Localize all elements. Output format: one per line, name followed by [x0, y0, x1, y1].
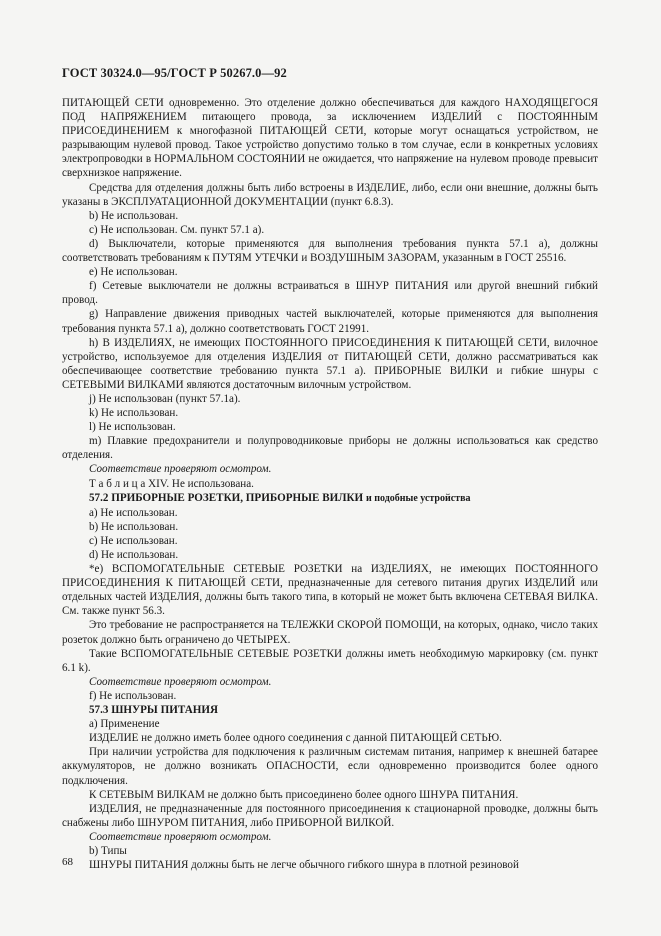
paragraph: К СЕТЕВЫМ ВИЛКАМ не должно быть присоединено более одного ШНУРА ПИТАНИЯ. — [89, 788, 519, 801]
paragraph: ИЗДЕЛИЯ, не предназначенные для постоянного присоединения к стационарной проводке, должны быть снабжены либо ШНУРОМ ПИТАНИЯ, либо ПРИБОРНОЙ ВИЛКОЙ. — [62, 802, 598, 829]
section-heading-main: 57.2 ПРИБОРНЫЕ РОЗЕТКИ, ПРИБОРНЫЕ ВИЛКИ — [89, 491, 364, 504]
document-body — [62, 96, 598, 872]
list-item: h) В ИЗДЕЛИЯХ, не имеющих ПОСТОЯННОГО ПРИСОЕДИНЕНИЯ К ПИТАЮЩЕЙ СЕТИ, вилочное устройство, используемое для отделения ИЗДЕЛИЯ от ПИТАЮЩЕЙ СЕТИ, должно рассматриваться как обеспечивающее соответствие требованию пункта 57.1 a). ПРИБОРНЫЕ ВИЛКИ и гибкие шнуры с СЕТЕВЫМИ ВИЛКАМИ являются достаточным вилочным устройством. — [62, 336, 598, 391]
subheading: b) Типы — [89, 844, 127, 857]
subheading: a) Применение — [89, 718, 160, 731]
paragraph: ИЗДЕЛИЕ не должно иметь более одного соединения с данной ПИТАЮЩЕЙ СЕТЬЮ. — [89, 732, 502, 745]
list-item: c) Не использован. См. пункт 57.1 a). — [89, 223, 265, 236]
compliance-note: Соответствие проверяют осмотром. — [89, 463, 272, 476]
page-number: 68 — [62, 856, 73, 868]
list-item: f) Не использован. — [89, 689, 177, 702]
list-item: c) Не использован. — [89, 534, 178, 547]
list-item: b) Не использован. — [89, 209, 179, 222]
paragraph: ШНУРЫ ПИТАНИЯ должны быть не легче обычного гибкого шнура в плотной резиновой — [89, 859, 519, 872]
section-heading-tail: и подобные устройства — [365, 492, 471, 504]
compliance-note: Соответствие проверяют осмотром. — [89, 675, 272, 688]
section-heading: 57.3 ШНУРЫ ПИТАНИЯ — [89, 704, 218, 717]
list-item: *e) ВСПОМОГАТЕЛЬНЫЕ СЕТЕВЫЕ РОЗЕТКИ на ИЗДЕЛИЯХ, не имеющих ПОСТОЯННОГО ПРИСОЕДИНЕНИЯ К ПИТАЮЩЕЙ СЕТИ, предназначенные для сетевого питания других ИЗДЕЛИЙ или отдельных частей ИЗДЕЛИЯ, должны быть такого типа, в который не может быть включена СЕТЕВАЯ ВИЛКА. См. также пункт 56.3. — [62, 563, 598, 618]
list-item: k) Не использован. — [89, 407, 179, 420]
paragraph: Средства для отделения должны быть либо встроены в ИЗДЕЛИЕ, либо, если они внешние, должны быть указаны в ЭКСПЛУАТАЦИОННОЙ ДОКУМЕНТАЦИИ (пункт 6.8.3). — [62, 181, 598, 208]
section-heading — [62, 491, 598, 506]
list-item: d) Не использован. — [89, 549, 179, 561]
list-item: a) Не использован. — [89, 506, 178, 519]
list-item: b) Не использован. — [89, 520, 179, 533]
paragraph: Это требование не распространяется на ТЕЛЕЖКИ СКОРОЙ ПОМОЩИ, на которых, однако, число таких розеток должно быть ограничено до ЧЕТЫРЕХ. — [62, 619, 598, 646]
list-item: f) Сетевые выключатели не должны встраиваться в ШНУР ПИТАНИЯ или другой внешний гибкий провод. — [62, 280, 598, 307]
compliance-note: Соответствие проверяют осмотром. — [89, 830, 272, 843]
paragraph: При наличии устройства для подключения к различным системам питания, например к внешней батарее аккумуляторов, не должно возникать ОПАСНОСТИ, если одновременно производится более одного подключения. — [62, 746, 598, 787]
list-item: l) Не использован. — [89, 421, 176, 434]
paragraph: ПИТАЮЩЕЙ СЕТИ одновременно. Это отделение должно обеспечиваться для каждого НАХОДЯЩЕГОСЯ ПОД НАПРЯЖЕНИЕМ питающего провода, за исключением ИЗДЕЛИЙ с ПОСТОЯННЫМ ПРИСОЕДИНЕНИЕМ к многофазной ПИТАЮЩЕЙ СЕТИ, которые могут оснащаться устройством, не разрывающим нулевой провод. Такое устройство допустимо только в том случае, если в конкретных условиях электропроводки в НОРМАЛЬНОМ СОСТОЯНИИ не ожидается, что напряжение на нулевом проводе превысит сверхнизкое напряжение. — [62, 97, 598, 180]
table-note: Т а б л и ц а XIV. Не использована. — [89, 477, 254, 490]
document-header: ГОСТ 30324.0—95/ГОСТ Р 50267.0—92 — [62, 66, 287, 80]
list-item: e) Не использован. — [89, 266, 178, 279]
list-item: j) Не использован (пункт 57.1a). — [89, 392, 241, 405]
list-item: g) Направление движения приводных частей выключателей, которые применяются для выполнения требования пункта 57.1 a), должно соответствовать ГОСТ 21991. — [62, 308, 598, 335]
list-item: m) Плавкие предохранители и полупроводниковые приборы не должны использоваться как средство отделения. — [62, 435, 598, 462]
list-item: d) Выключатели, которые применяются для выполнения требования пункта 57.1 a), должны соответствовать требованиям к ПУТЯМ УТЕЧКИ и ВОЗДУШНЫМ ЗАЗОРАМ, указанным в ГОСТ 25516. — [62, 237, 598, 265]
paragraph: Такие ВСПОМОГАТЕЛЬНЫЕ СЕТЕВЫЕ РОЗЕТКИ должны иметь необходимую маркировку (см. пункт 6.1 k). — [62, 647, 598, 674]
